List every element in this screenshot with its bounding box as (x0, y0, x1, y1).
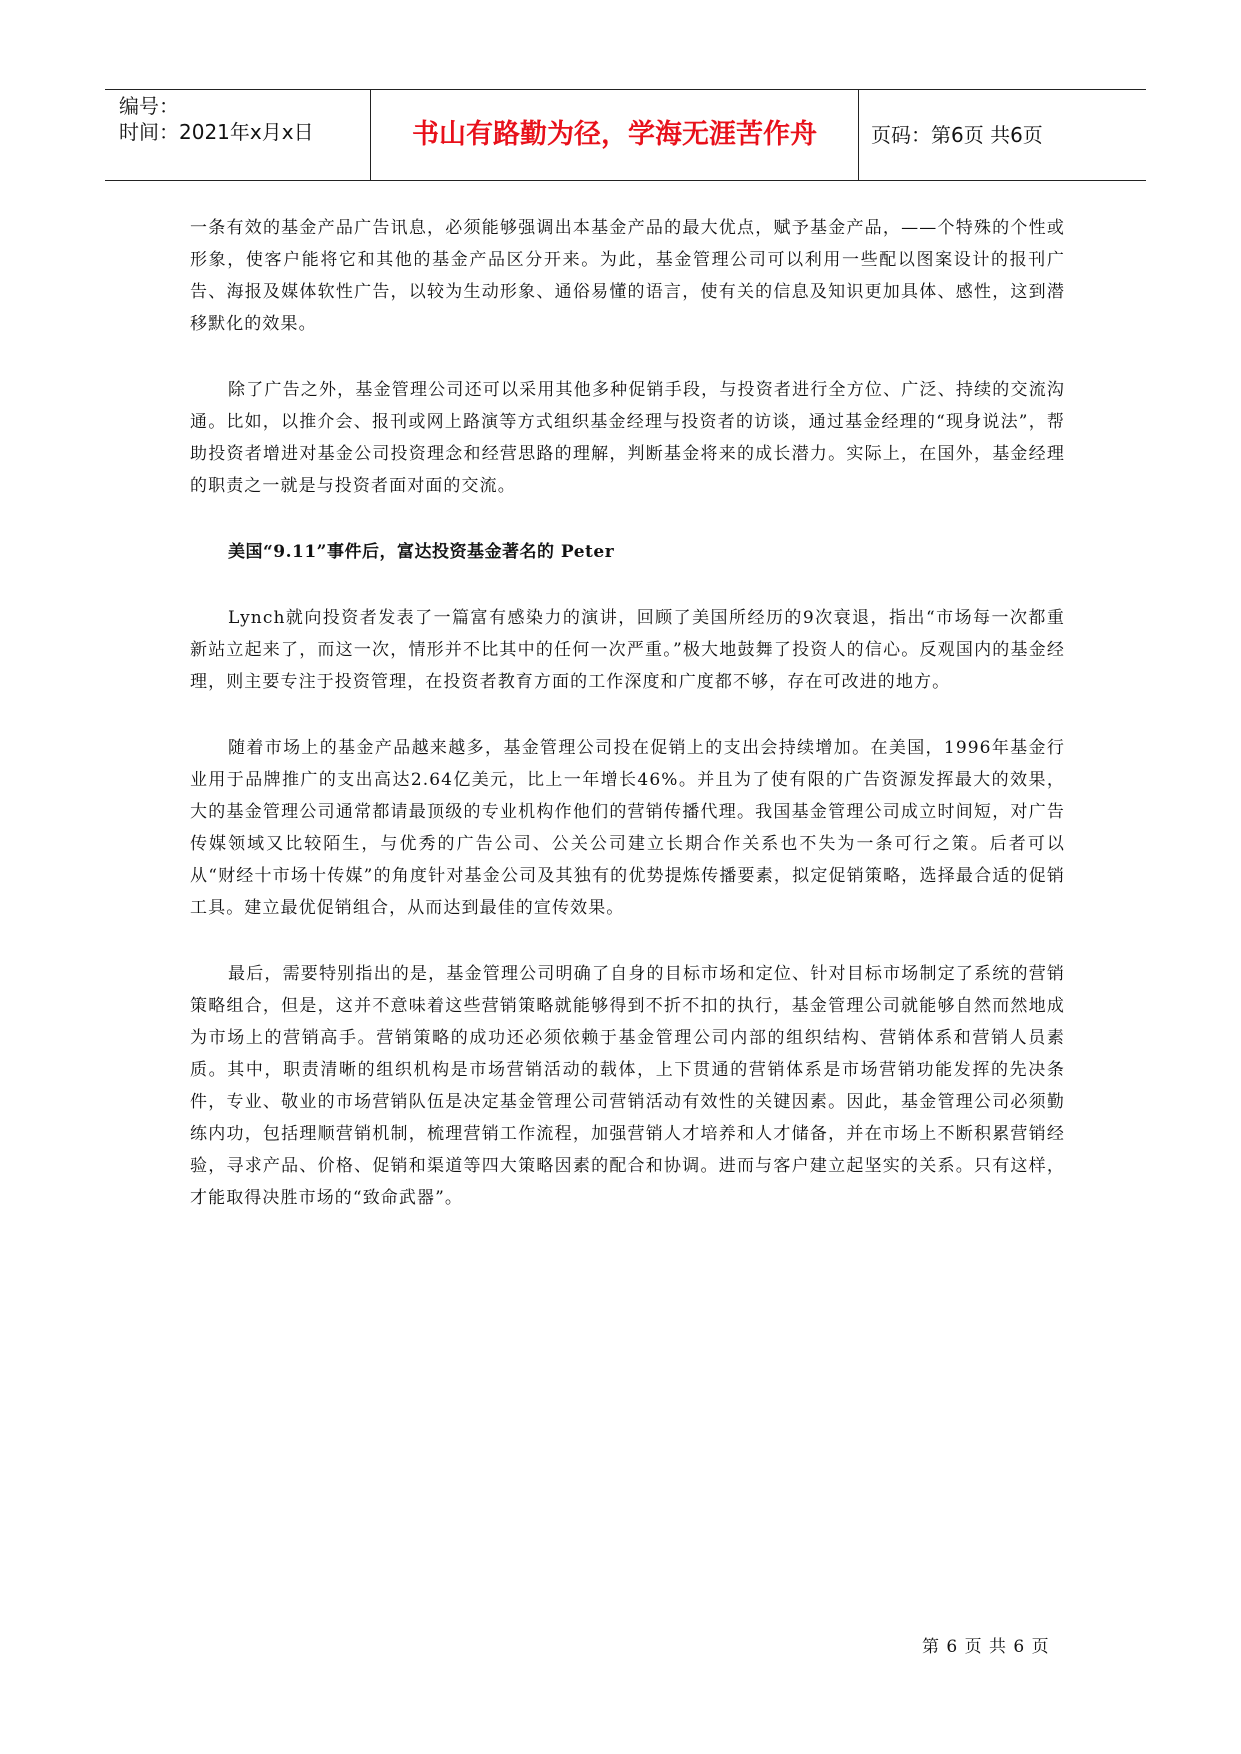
serial-number-label: 编号： (119, 94, 179, 118)
page-code: 页码：第6页 共6页 (871, 123, 1043, 147)
header-page-cell (859, 90, 1146, 180)
document-body (190, 212, 1065, 1214)
page-header (105, 89, 1146, 181)
paragraph: Lynch就向投资者发表了一篇富有感染力的演讲，回顾了美国所经历的9次衰退，指出“市场每一次都重新站立起来了，而这一次，情形并不比其中的任何一次严重。”极大地鼓舞了投资人的信心。反观国内的基金经理，则主要专注于投资管理，在投资者教育方面的工作深度和广度都不够，存在可改进的地方。 (190, 608, 1065, 692)
time-label: 时间：2021年x月x日 (119, 120, 314, 144)
paragraph: 除了广告之外，基金管理公司还可以采用其他多种促销手段，与投资者进行全方位、广泛、持续的交流沟通。比如，以推介会、报刊或网上路演等方式组织基金经理与投资者的访谈，通过基金经理的“现身说法”，帮助投资者增进对基金公司投资理念和经营思路的理解，判断基金将来的成长潜力。实际上，在国外，基金经理的职责之一就是与投资者面对面的交流。 (190, 380, 1065, 496)
section-heading: 美国“9.11”事件后，富达投资基金著名的 Peter (228, 542, 615, 562)
header-motto-cell (371, 90, 859, 180)
motto-text: 书山有路勤为径，学海无涯苦作舟 (412, 119, 817, 150)
page-footer: 第 6 页 共 6 页 (922, 1637, 1050, 1657)
paragraph: 最后，需要特别指出的是，基金管理公司明确了自身的目标市场和定位、针对目标市场制定了系统的营销策略组合，但是，这并不意味着这些营销策略就能够得到不折不扣的执行，基金管理公司就能够自然而然地成为市场上的营销高手。营销策略的成功还必须依赖于基金管理公司内部的组织结构、营销体系和营销人员素质。其中，职责清晰的组织机构是市场营销活动的载体，上下贯通的营销体系是市场营销功能发挥的先决条件，专业、敬业的市场营销队伍是决定基金管理公司营销活动有效性的关键因素。因此，基金管理公司必须勤练内功，包括理顺营销机制，梳理营销工作流程，加强营销人才培养和人才储备，并在市场上不断积累营销经验，寻求产品、价格、促销和渠道等四大策略因素的配合和协调。进而与客户建立起坚实的关系。只有这样，才能取得决胜市场的“致命武器”。 (190, 964, 1065, 1208)
header-info-cell (105, 90, 371, 180)
paragraph: 随着市场上的基金产品越来越多，基金管理公司投在促销上的支出会持续增加。在美国，1996年基金行业用于品牌推广的支出高达2.64亿美元，比上一年增长46%。并且为了使有限的广告资源发挥最大的效果，大的基金管理公司通常都请最顶级的专业机构作他们的营销传播代理。我国基金管理公司成立时间短，对广告传媒领域又比较陌生，与优秀的广告公司、公关公司建立长期合作关系也不失为一条可行之策。后者可以从“财经十市场十传媒”的角度针对基金公司及其独有的优势提炼传播要素，拟定促销策略，选择最合适的促销工具。建立最优促销组合，从而达到最佳的宣传效果。 (190, 738, 1065, 918)
paragraph: 一条有效的基金产品广告讯息，必须能够强调出本基金产品的最大优点，赋予基金产品，——个特殊的个性或形象，使客户能将它和其他的基金产品区分开来。为此，基金管理公司可以利用一些配以图案设计的报刊广告、海报及媒体软性广告，以较为生动形象、通俗易懂的语言，使有关的信息及知识更加具体、感性，这到潜移默化的效果。 (190, 218, 1065, 334)
